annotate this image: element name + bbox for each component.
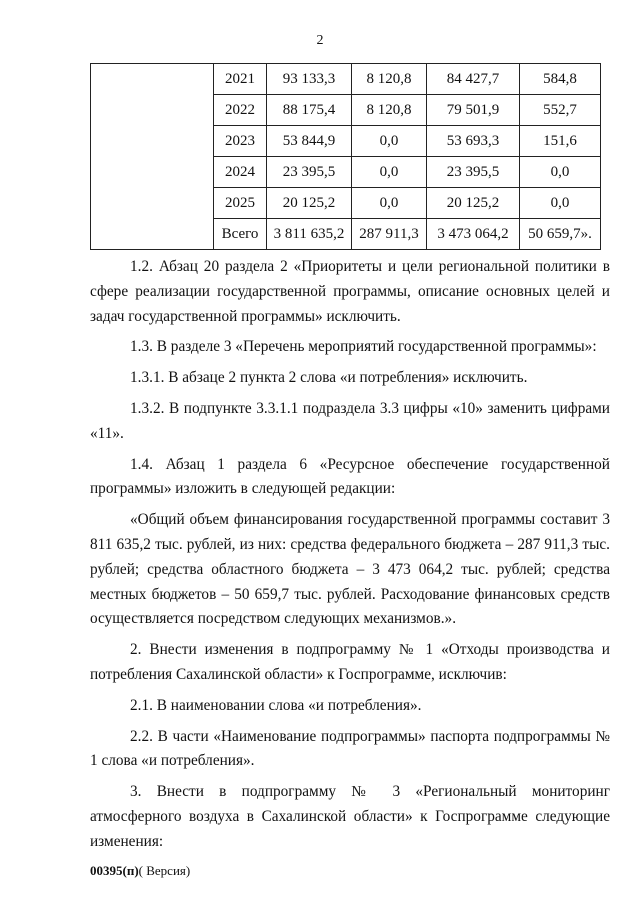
paragraph: 1.3. В разделе 3 «Перечень мероприятий государственной программы»: bbox=[130, 338, 597, 356]
table-cell: 93 133,3 bbox=[267, 64, 352, 95]
paragraph: 3. Внести в подпрограмму № 3 «Региональный мониторинг атмосферного воздуха в Сахалинской области» к Госпрограмме следующие изменения: bbox=[90, 783, 610, 850]
paragraph: 2.2. В части «Наименование подпрограммы» паспорта подпрограммы № 1 слова «и потребления». bbox=[90, 727, 610, 770]
table-cell-empty bbox=[91, 188, 214, 219]
paragraph: 1.3.1. В абзаце 2 пункта 2 слова «и потребления» исключить. bbox=[130, 369, 528, 387]
table-cell: 287 911,3 bbox=[352, 219, 427, 250]
doc-code: 00395(п) bbox=[90, 863, 139, 878]
table-cell: 84 427,7 bbox=[427, 64, 520, 95]
table-cell: 20 125,2 bbox=[427, 188, 520, 219]
doc-version: ( Версия) bbox=[138, 863, 191, 878]
table-cell: 0,0 bbox=[520, 157, 601, 188]
paragraph: «Общий объем финансирования государственной программы составит 3 811 635,2 тыс. рублей, из них: средства федерального бюджета – 287 911,3 тыс. рублей; средства областного бюджета – 3 473 064,2 тыс. рублей; средства местных бюджетов – 50 659,7 тыс. рублей. Расходование финансовых средств осуществляется посредством следующих механизмов.». bbox=[90, 511, 610, 628]
table-cell: 23 395,5 bbox=[427, 157, 520, 188]
table-cell: 3 811 635,2 bbox=[267, 219, 352, 250]
table-cell: 584,8 bbox=[520, 64, 601, 95]
page-number: 2 bbox=[316, 33, 324, 48]
table-cell: 2025 bbox=[214, 188, 267, 219]
table-row bbox=[91, 126, 601, 157]
paragraph: 2.1. В наименовании слова «и потребления». bbox=[130, 696, 422, 714]
table-cell: 0,0 bbox=[352, 126, 427, 157]
table-cell: Всего bbox=[214, 219, 267, 250]
table-cell-empty bbox=[91, 126, 214, 157]
table-cell: 8 120,8 bbox=[352, 95, 427, 126]
paragraph: 1.4. Абзац 1 раздела 6 «Ресурсное обеспечение государственной программы» изложить в следующей редакции: bbox=[90, 455, 610, 498]
table-cell: 3 473 064,2 bbox=[427, 219, 520, 250]
table-row bbox=[91, 95, 601, 126]
table-cell: 0,0 bbox=[520, 188, 601, 219]
table-cell: 0,0 bbox=[352, 188, 427, 219]
table-cell: 53 693,3 bbox=[427, 126, 520, 157]
table-cell: 53 844,9 bbox=[267, 126, 352, 157]
table-cell: 8 120,8 bbox=[352, 64, 427, 95]
paragraph: 1.2. Абзац 20 раздела 2 «Приоритеты и цели региональной политики в сфере реализации государственной программы, описание основных целей и задач государственной программы» исключить. bbox=[90, 258, 610, 325]
table-cell-empty bbox=[91, 64, 214, 95]
table-row bbox=[91, 188, 601, 219]
financing-table bbox=[90, 63, 601, 250]
paragraph: 2. Внести изменения в подпрограмму № 1 «Отходы производства и потребления Сахалинской области» к Госпрограмме, исключив: bbox=[90, 641, 610, 683]
table-cell: 20 125,2 bbox=[267, 188, 352, 219]
table-cell: 2021 bbox=[214, 64, 267, 95]
table-cell: 151,6 bbox=[520, 126, 601, 157]
document-body bbox=[90, 255, 610, 861]
table-cell: 2022 bbox=[214, 95, 267, 126]
table-row bbox=[91, 64, 601, 95]
table-row-total bbox=[91, 219, 601, 250]
table-cell: 50 659,7». bbox=[520, 219, 601, 250]
table-cell: 79 501,9 bbox=[427, 95, 520, 126]
table-cell: 88 175,4 bbox=[267, 95, 352, 126]
table-cell: 23 395,5 bbox=[267, 157, 352, 188]
paragraph: 1.3.2. В подпункте 3.3.1.1 подраздела 3.3 цифры «10» заменить цифрами «11». bbox=[90, 399, 610, 442]
table-cell-empty bbox=[91, 219, 214, 250]
table-cell: 552,7 bbox=[520, 95, 601, 126]
table-cell: 0,0 bbox=[352, 157, 427, 188]
table-cell: 2024 bbox=[214, 157, 267, 188]
table-cell: 2023 bbox=[214, 126, 267, 157]
table-cell-empty bbox=[91, 95, 214, 126]
table-row bbox=[91, 157, 601, 188]
footer-doc-code bbox=[90, 863, 190, 879]
table-cell-empty bbox=[91, 157, 214, 188]
